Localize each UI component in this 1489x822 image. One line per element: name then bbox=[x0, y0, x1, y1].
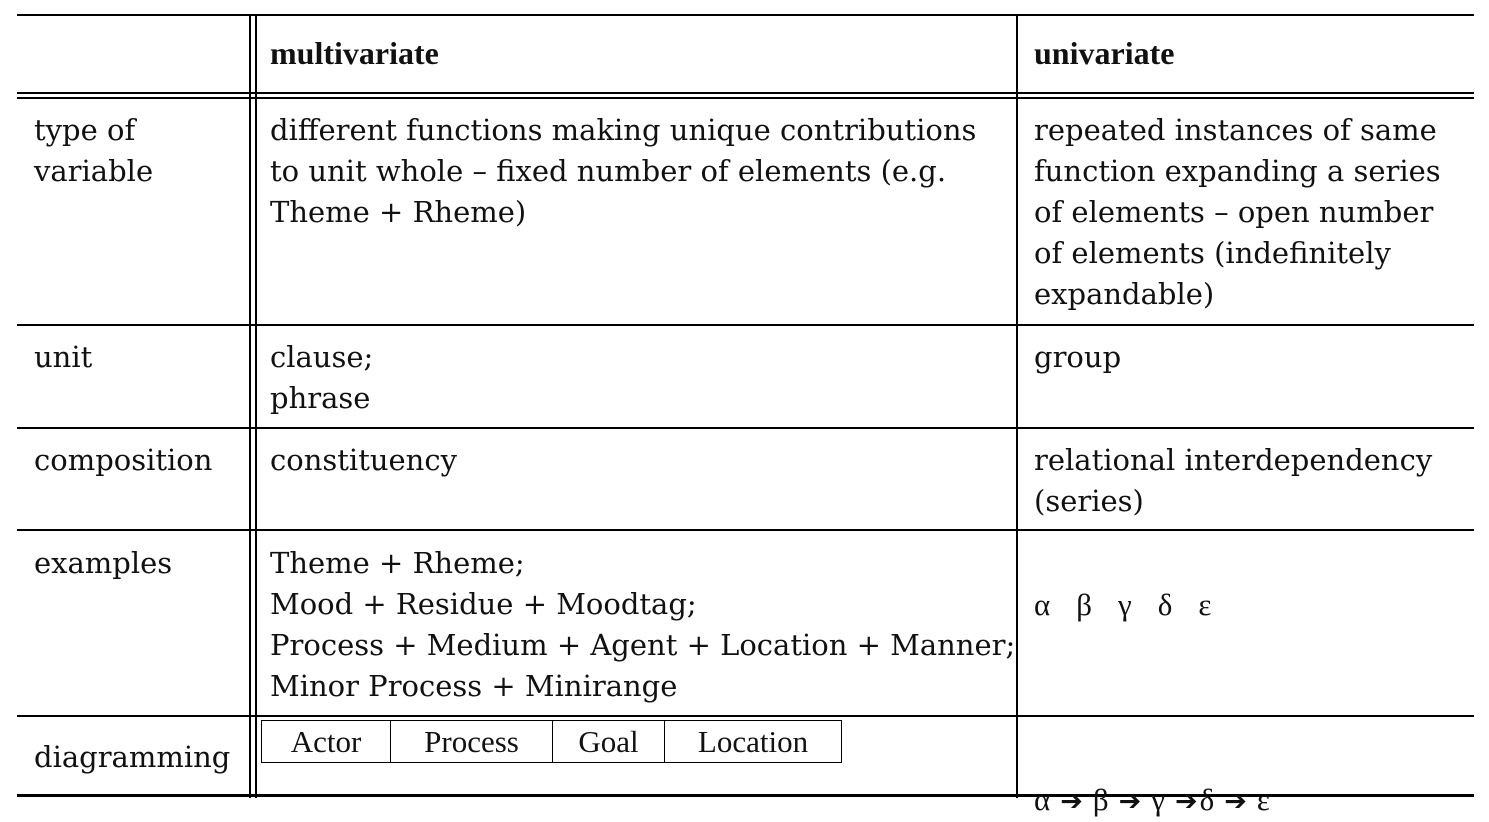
row-examples-univariate bbox=[1034, 543, 1237, 626]
row-label-examples: examples bbox=[34, 546, 173, 580]
row-composition-univariate: relational interdependency (series) bbox=[1034, 443, 1433, 518]
greek-delta: δ bbox=[1157, 587, 1173, 622]
row-rule-3 bbox=[17, 529, 1474, 531]
row-rule-4 bbox=[17, 715, 1474, 717]
row-label-unit: unit bbox=[34, 340, 93, 374]
row-label-composition: composition bbox=[34, 443, 213, 477]
chain-epsilon: ε bbox=[1256, 782, 1270, 817]
chain-beta: β bbox=[1092, 782, 1109, 817]
box-location: Location bbox=[697, 724, 809, 759]
row-type-of-variable-multivariate: different functions making unique contributions to unit whole – fixed number of elements (e.g. Theme + Rheme) bbox=[270, 113, 977, 229]
arrow-icon: ➔ bbox=[1118, 786, 1142, 817]
greek-alpha: α bbox=[1034, 587, 1051, 622]
top-rule bbox=[17, 14, 1474, 16]
row-label-diagramming: diagramming bbox=[34, 740, 231, 774]
col-rule-left-b bbox=[255, 14, 257, 798]
row-type-of-variable-univariate: repeated instances of same function expanding a series of elements – open number of elements (indefinitely expandable) bbox=[1034, 113, 1441, 311]
arrow-icon: ➔ bbox=[1060, 786, 1083, 817]
row-examples-multivariate: Theme + Rheme; Mood + Residue + Moodtag; Process + Medium + Agent + Location + Manner; Minor Process + Minirange bbox=[270, 546, 1016, 703]
chain-gamma: γ bbox=[1151, 782, 1165, 817]
greek-epsilon: ε bbox=[1198, 587, 1212, 622]
row-rule-2 bbox=[17, 427, 1474, 429]
header-rule-lower bbox=[17, 97, 1474, 99]
header-univariate: univariate bbox=[1034, 35, 1175, 71]
header-multivariate: multivariate bbox=[270, 35, 439, 71]
col-rule-right bbox=[1016, 14, 1018, 798]
box-goal: Goal bbox=[553, 721, 665, 762]
greek-gamma: γ bbox=[1118, 587, 1132, 622]
chain-delta: δ bbox=[1199, 782, 1215, 817]
row-label-type-of-variable: type of variable bbox=[34, 113, 154, 188]
row-rule-1 bbox=[17, 324, 1474, 326]
row-unit-multivariate: clause; phrase bbox=[270, 340, 374, 415]
chain-alpha: α bbox=[1034, 782, 1051, 817]
col-rule-left-a bbox=[249, 14, 251, 798]
arrow-icon: ➔ bbox=[1174, 786, 1198, 817]
row-composition-multivariate: constituency bbox=[270, 443, 457, 477]
greek-beta: β bbox=[1076, 587, 1093, 622]
box-actor: Actor bbox=[262, 721, 391, 762]
row-diagramming-univariate bbox=[1034, 738, 1270, 822]
constituent-box-diagram bbox=[261, 720, 842, 763]
row-unit-univariate: group bbox=[1034, 340, 1122, 374]
arrow-icon: ➔ bbox=[1224, 786, 1247, 817]
header-rule-upper bbox=[17, 92, 1474, 94]
box-process: Process bbox=[391, 721, 553, 762]
